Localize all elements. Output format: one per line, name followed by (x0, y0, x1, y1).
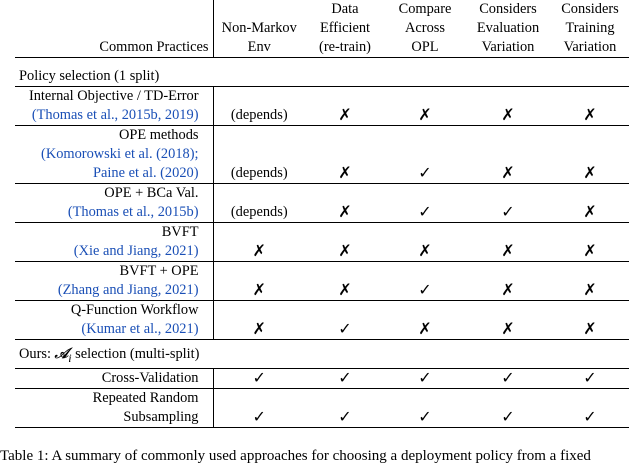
cell-eval-variation: ✓ (465, 369, 551, 389)
cell-train-variation: ✓ (551, 369, 629, 389)
cell-train-variation: ✗ (551, 126, 629, 184)
citation-link[interactable]: (Xie and Jiang, 2021) (73, 243, 199, 259)
cell-non-markov: ✗ (213, 301, 305, 340)
cell-data-efficient: ✗ (305, 223, 385, 262)
cell-non-markov: ✗ (213, 223, 305, 262)
table-row (15, 262, 629, 301)
cell-train-variation: ✗ (551, 87, 629, 126)
row-label: Q-Function Workflow (Kumar et al., 2021) (70, 302, 199, 337)
cell-eval-variation: ✗ (465, 87, 551, 126)
section-title-policy: Policy selection (1 split) (15, 58, 629, 87)
cell-train-variation: ✓ (551, 389, 629, 428)
cell-data-efficient: ✓ (338, 321, 352, 338)
cell-compare: ✓ (385, 369, 465, 389)
cell-data-efficient: ✗ (305, 184, 385, 223)
header-common-practices: Common Practices (99, 39, 209, 55)
header-data-efficient: Data Efficient (re-train) (319, 1, 371, 55)
cell-data-efficient: ✓ (305, 369, 385, 389)
section-ours (15, 340, 629, 369)
cell-eval-variation: ✓ (465, 389, 551, 428)
table-row (15, 369, 629, 389)
cell-data-efficient: ✗ (305, 126, 385, 184)
row-label: Repeated Random Subsampling (15, 389, 213, 428)
cell-eval-variation: ✗ (501, 321, 515, 338)
row-label: Internal Objective / TD-Error (Thomas et al., 2015b, 2019) (15, 87, 213, 126)
cell-non-markov: ✓ (213, 389, 305, 428)
cell-data-efficient: ✗ (305, 262, 385, 301)
citation-link[interactable]: (Thomas et al., 2015b) (67, 204, 199, 220)
cell-train-variation: ✗ (551, 262, 629, 301)
cell-data-efficient: ✗ (305, 87, 385, 126)
cell-compare: ✓ (385, 262, 465, 301)
cell-compare: ✗ (385, 223, 465, 262)
cell-train-variation: ✗ (551, 223, 629, 262)
table-row (15, 301, 629, 340)
table-row (15, 87, 629, 126)
row-label: Cross-Validation (15, 369, 213, 389)
cell-non-markov: ✓ (213, 369, 305, 389)
cell-eval-variation: ✗ (465, 223, 551, 262)
cell-train-variation: ✗ (583, 321, 597, 338)
row-label: OPE methods (Komorowski et al. (2018); Paine et al. (2020) (15, 126, 213, 184)
table-row (15, 126, 629, 184)
cell-eval-variation: ✗ (465, 262, 551, 301)
cell-compare: ✓ (385, 389, 465, 428)
header-evaluation-variation: Considers Evaluation Variation (476, 1, 540, 55)
cell-eval-variation: ✗ (465, 126, 551, 184)
table-row (15, 223, 629, 262)
section-policy-selection (15, 58, 629, 87)
header-non-markov: Non-Markov Env (213, 0, 305, 58)
table-row (15, 184, 629, 223)
cell-compare: ✓ (385, 126, 465, 184)
summary-table (15, 0, 629, 428)
cell-eval-variation: ✓ (465, 184, 551, 223)
citation-link[interactable]: (Kumar et al., 2021) (81, 321, 199, 337)
cell-non-markov: (depends) (213, 87, 305, 126)
citation-link[interactable]: Paine et al. (2020) (93, 165, 199, 181)
row-label: BVFT (Xie and Jiang, 2021) (15, 223, 213, 262)
citation-link[interactable]: (Komorowski et al. (2018); (41, 146, 199, 162)
cell-compare: ✓ (385, 184, 465, 223)
citation-link[interactable]: (Zhang and Jiang, 2021) (57, 282, 199, 298)
cell-compare: ✗ (418, 321, 432, 338)
table-caption: Table 1: A summary of commonly used approaches for choosing a deployment policy from a fixed (0, 448, 591, 464)
row-label: BVFT + OPE (Zhang and Jiang, 2021) (15, 262, 213, 301)
cell-train-variation: ✗ (551, 184, 629, 223)
cell-compare: ✗ (385, 87, 465, 126)
cell-non-markov: ✗ (213, 262, 305, 301)
citation-link[interactable]: (Thomas et al., 2015b, 2019) (31, 107, 199, 123)
header-compare-across: Compare Across OPL (398, 1, 452, 55)
header-row (15, 0, 629, 58)
cell-data-efficient: ✓ (305, 389, 385, 428)
cell-non-markov: (depends) (213, 126, 305, 184)
row-label: OPE + BCa Val. (Thomas et al., 2015b) (15, 184, 213, 223)
cell-non-markov: (depends) (213, 184, 305, 223)
header-training-variation: Considers Training Variation (561, 1, 619, 55)
section-title-ours: Ours: 𝒜$_i$ selection (multi-split) (15, 340, 629, 369)
table-row (15, 389, 629, 428)
